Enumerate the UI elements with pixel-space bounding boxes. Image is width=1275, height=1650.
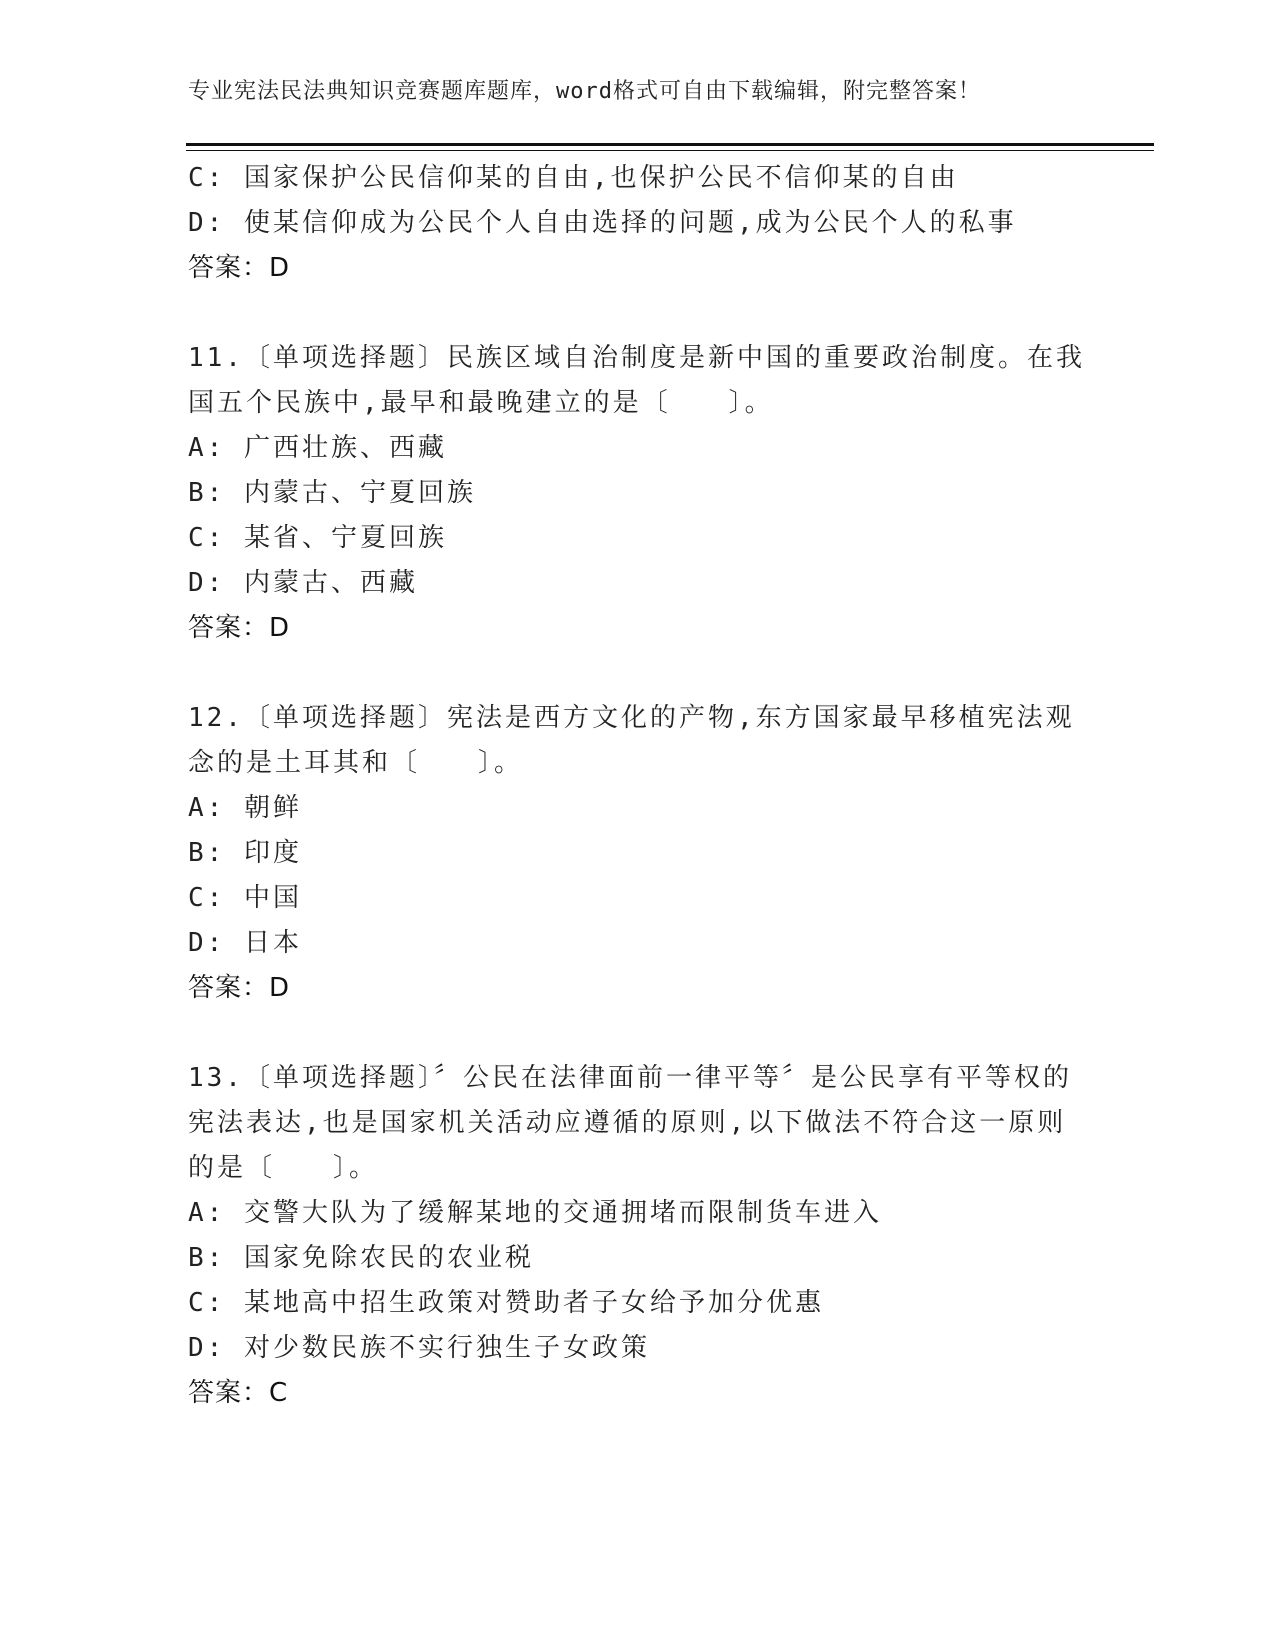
question-13	[188, 1056, 1088, 1416]
option-d: D: 使某信仰成为公民个人自由选择的问题,成为公民个人的私事	[188, 208, 1017, 238]
question-stem-line: 13.〔单项选择题〕〞公民在法律面前一律平等〞是公民享有平等权的	[188, 1063, 1072, 1093]
option-a: A: 广西壮族、西藏	[188, 433, 447, 463]
option-c: C: 国家保护公民信仰某的自由,也保护公民不信仰某的自由	[188, 163, 959, 193]
question-11	[188, 336, 1088, 651]
option-a: A: 朝鲜	[188, 793, 302, 823]
option-d: D: 日本	[188, 928, 302, 958]
question-stem-line: 的是〔 〕。	[188, 1153, 379, 1183]
question-stem-line: 宪法表达,也是国家机关活动应遵循的原则,以下做法不符合这一原则	[188, 1108, 1067, 1138]
header-rule-thin	[186, 150, 1154, 151]
question-stem-line: 念的是土耳其和〔 〕。	[188, 748, 524, 778]
question-12	[188, 696, 1088, 1011]
option-c: C: 某省、宁夏回族	[188, 523, 447, 553]
question-10-tail	[188, 156, 1088, 291]
option-d: D: 对少数民族不实行独生子女政策	[188, 1333, 650, 1363]
answer-line: 答案：D	[188, 973, 291, 1003]
question-stem-line: 12.〔单项选择题〕宪法是西方文化的产物,东方国家最早移植宪法观	[188, 703, 1075, 733]
spacer	[188, 651, 1088, 696]
option-c: C: 某地高中招生政策对赞助者子女给予加分优惠	[188, 1288, 824, 1318]
answer-line: 答案：C	[188, 1378, 289, 1408]
answer-line: 答案：D	[188, 253, 291, 283]
spacer	[188, 291, 1088, 336]
option-d: D: 内蒙古、西藏	[188, 568, 418, 598]
option-b: B: 国家免除农民的农业税	[188, 1243, 534, 1273]
option-b: B: 内蒙古、宁夏回族	[188, 478, 476, 508]
option-b: B: 印度	[188, 838, 302, 868]
option-a: A: 交警大队为了缓解某地的交通拥堵而限制货车进入	[188, 1198, 882, 1228]
spacer	[188, 1011, 1088, 1056]
option-c: C: 中国	[188, 883, 302, 913]
question-stem-line: 国五个民族中,最早和最晚建立的是〔 〕。	[188, 388, 774, 418]
answer-line: 答案：D	[188, 613, 291, 643]
header-rule-thick	[186, 143, 1154, 146]
question-content	[188, 156, 1088, 1416]
question-stem-line: 11.〔单项选择题〕民族区域自治制度是新中国的重要政治制度。在我	[188, 343, 1085, 373]
page-header: 专业宪法民法典知识竞赛题库题库，word格式可自由下载编辑，附完整答案！	[188, 79, 981, 104]
